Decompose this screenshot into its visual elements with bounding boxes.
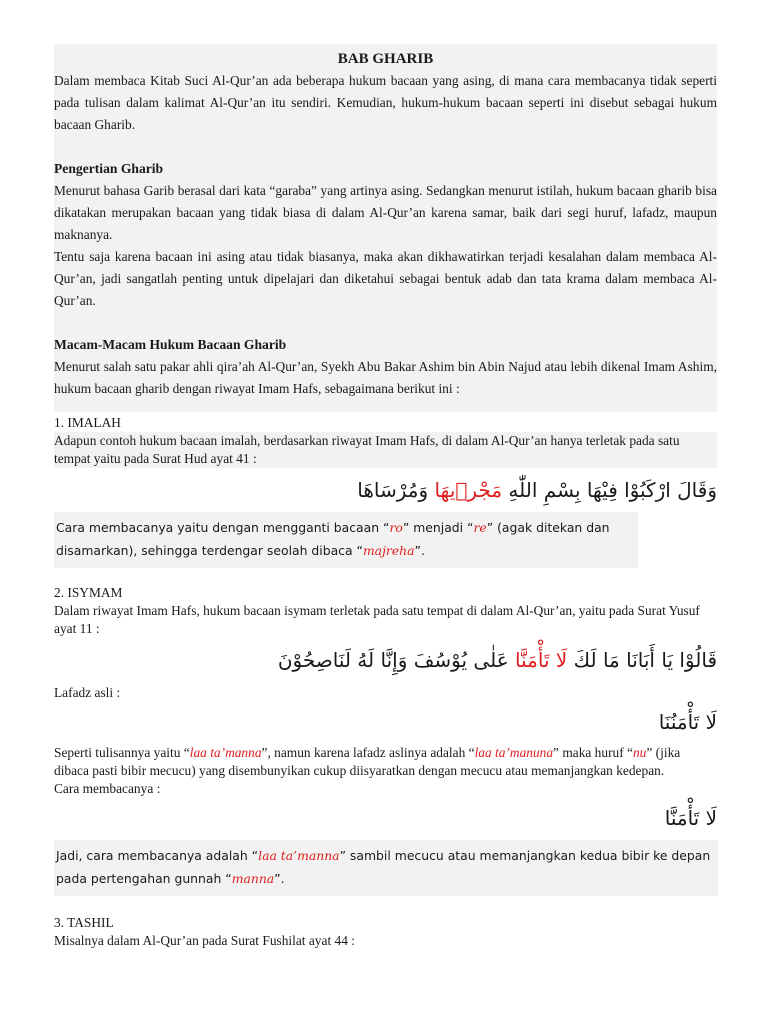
arabic-lafadz-asli: لَا تَأْمَنُنَا xyxy=(658,710,717,734)
text-fragment: ” maka huruf “ xyxy=(553,745,633,760)
section-label-imalah: 1. IMALAH xyxy=(54,415,121,430)
highlight-laa-tamanna: laa ta’manna xyxy=(258,848,340,863)
section-label-isymam: 2. ISYMAM xyxy=(54,585,123,600)
text-fragment: ” menjadi “ xyxy=(402,520,474,535)
text-fragment: ” (agak ditekan dan disamarkan), sehingga terdengar seolah dibaca “ xyxy=(56,520,610,558)
document-page xyxy=(54,44,717,950)
page-title: BAB GHARIB xyxy=(337,51,434,67)
section-band-intro xyxy=(54,44,717,412)
intro-paragraph: Dalam membaca Kitab Suci Al-Qur’an ada beberapa hukum bacaan yang asing, di mana cara membacanya tidak seperti pada tulisan dalam kalimat Al-Qur’an itu sendiri. Kemudian, hukum-hukum bacaan seperti ini disebut sebagai hukum bacaan Gharib. xyxy=(54,73,717,132)
highlight-majreha: majreha xyxy=(362,543,415,558)
arabic-highlight-majreha: مَجْرٖيهَا xyxy=(434,478,503,502)
text-fragment: Jadi, cara membacanya adalah “ xyxy=(56,848,259,863)
heading-macam: Macam-Macam Hukum Bacaan Gharib xyxy=(54,337,287,352)
arabic-cara-membaca: لَا تَأْمَنَّا xyxy=(664,806,717,830)
text-fragment: ”. xyxy=(274,871,285,886)
pengertian-paragraph-2: Tentu saja karena bacaan ini asing atau tidak biasanya, maka akan dikhawatirkan terjadi kesalahan dalam membaca Al-Qur’an, jadi sangatlah penting untuk dipelajari dan diketahui sebagai bentuk adab dan tata krama dalam membaca Al-Qur’an. xyxy=(54,249,717,308)
tashil-text: Misalnya dalam Al-Qur’an pada Surat Fushilat ayat 44 : xyxy=(54,933,355,948)
text-fragment: ”, namun karena lafadz aslinya adalah “ xyxy=(261,745,475,760)
isymam-text: Dalam riwayat Imam Hafs, hukum bacaan isymam terletak pada satu tempat di dalam Al-Qur’an, yaitu pada Surat Yusuf ayat 11 : xyxy=(54,603,700,636)
arabic-verse-yusuf-11 xyxy=(54,640,717,680)
pengertian-paragraph-1: Menurut bahasa Garib berasal dari kata “garaba” yang artinya asing. Sedangkan menurut istilah, hukum bacaan gharib bisa dikatakan merupakan bacaan yang tidak biasa di dalam Al-Qur’an karena samar, baik dari segi huruf, lafadz, maupun maknanya. xyxy=(54,183,717,242)
arabic-plain-text: وَمُرْسَاهَا xyxy=(357,478,435,502)
arabic-plain-text: عَلٰى يُوْسُفَ وَإِنَّا لَهُ لَنَاصِحُوْنَ xyxy=(277,648,516,672)
arabic-plain-text: وَقَالَ ارْكَبُوْا فِيْهَا بِسْمِ اللّٰهِ xyxy=(502,478,717,502)
highlight-laa-tamanuna: laa ta’manuna xyxy=(474,745,554,760)
lafadz-asli-label: Lafadz asli : xyxy=(54,685,121,700)
isymam-explanation-box xyxy=(54,840,718,896)
macam-paragraph: Menurut salah satu pakar ahli qira’ah Al-Qur’an, Syekh Abu Bakar Ashim bin Abin Najud atau lebih dikenal Imam Ashim, hukum bacaan gharib dengan riwayat Imam Hafs, sebagaimana berikut ini : xyxy=(54,359,717,396)
arabic-verse-hud-41 xyxy=(54,470,717,510)
imalah-text: Adapun contoh hukum bacaan imalah, berdasarkan riwayat Imam Hafs, di dalam Al-Qur’an hanya terletak pada satu tempat yaitu pada Surat Hud ayat 41 : xyxy=(54,432,717,468)
heading-pengertian: Pengertian Gharib xyxy=(54,161,164,176)
isymam-explanation xyxy=(54,744,717,780)
text-fragment: ” (jika dibaca pasti bibir mecucu) yang disembunyikan cukup diisyaratkan dengan mecucu atau memanjangkan kedepan. xyxy=(54,745,681,778)
imalah-explanation-box xyxy=(54,512,638,568)
section-label-tashil: 3. TASHIL xyxy=(54,915,114,930)
arabic-plain-text: قَالُوْا يَا أَبَانَا مَا لَكَ xyxy=(567,648,717,672)
text-fragment: Cara membacanya yaitu dengan mengganti bacaan “ xyxy=(56,520,390,535)
text-fragment: ” sambil mecucu atau memanjangkan kedua bibir ke depan pada pertengahan gunnah “ xyxy=(56,848,711,886)
highlight-re: re xyxy=(473,520,487,535)
highlight-laa-tamanna: laa ta’manna xyxy=(189,745,262,760)
highlight-ro: ro xyxy=(389,520,403,535)
highlight-nu: nu xyxy=(632,745,647,760)
text-fragment: ”. xyxy=(414,543,425,558)
arabic-highlight-laa-tamanna: لَا تَأْمَنَّا xyxy=(515,648,568,672)
text-fragment: Seperti tulisannya yaitu “ xyxy=(54,745,190,760)
cara-membacanya-label: Cara membacanya : xyxy=(54,781,161,796)
highlight-manna: manna xyxy=(231,871,275,886)
